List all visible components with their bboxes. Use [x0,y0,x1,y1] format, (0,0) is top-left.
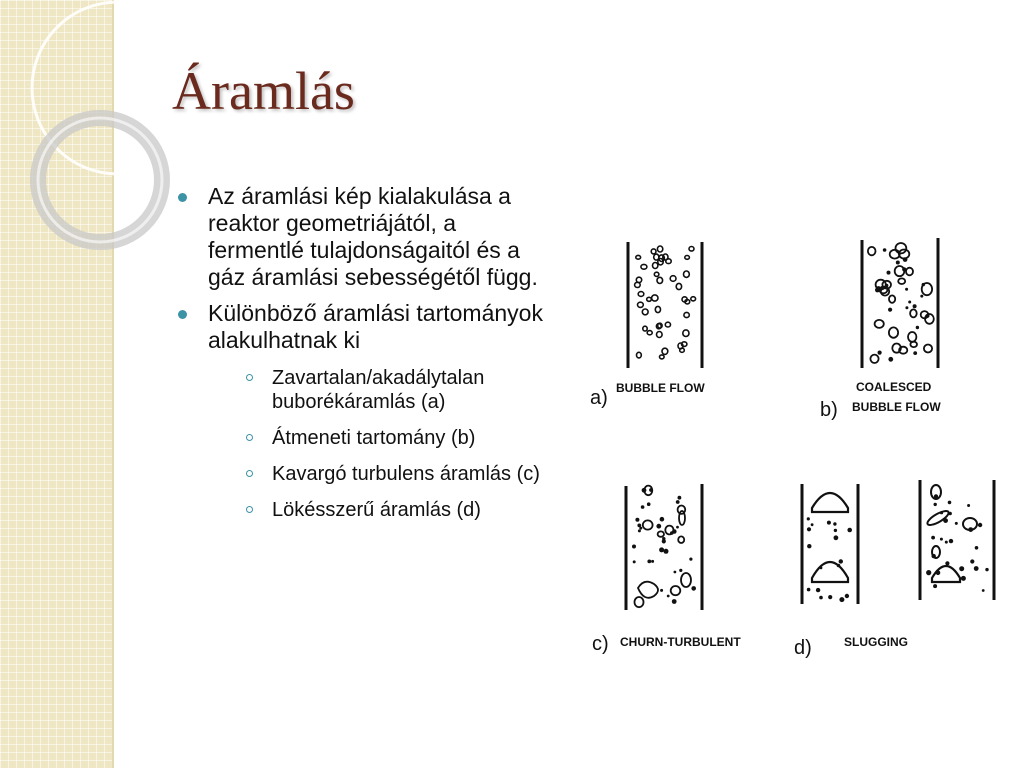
bubble [656,324,661,329]
bubble [985,568,988,571]
bubble [641,505,645,509]
slide-title: Áramlás [172,61,355,121]
bubble [653,263,658,269]
bubble [888,308,892,312]
bubble [978,523,982,527]
bubble [678,496,682,500]
bubble [910,309,917,317]
bubble [896,243,907,253]
bubble [934,494,938,498]
bubble [665,526,673,535]
bubble [652,295,658,301]
bubble [659,547,664,552]
bubble [816,588,820,592]
bubble [970,559,974,563]
panel-letter: d) [794,637,812,659]
bubble [889,295,895,302]
bubble [948,512,952,516]
bubbles [632,486,696,608]
bubble [637,352,642,358]
bubble [922,283,925,286]
bubble [888,357,893,362]
panel-letter: c) [592,633,609,655]
bubble [691,297,696,301]
bubble [657,246,662,252]
sub-bullet-text: Átmeneti tartomány (b) [272,427,476,449]
bubble [940,511,943,514]
flow-regime-figure [586,228,1006,668]
bubble [683,330,689,337]
bubble [905,306,908,309]
bubble [660,589,663,592]
bubble [812,562,848,582]
bubble [655,306,660,312]
bubble [638,582,658,598]
bubble [657,332,663,338]
bubble [974,566,979,571]
decorative-circles [0,0,200,300]
bubble [895,266,905,276]
bubble [647,560,651,564]
bubble [665,322,670,327]
bubble [689,247,694,252]
sub-bullet-item [208,498,556,522]
bubble [651,249,656,254]
bubble [647,502,651,506]
bubble [676,526,679,529]
bubble [839,559,843,563]
sub-bullet-text: Zavartalan/akadálytalan buborékáramlás (a) [272,367,485,413]
panel-letter: a) [590,387,608,409]
bubble [910,342,917,347]
bubble [647,297,652,301]
panel-slugging [794,480,994,659]
bubble [642,309,648,315]
bubble [658,531,664,536]
bubble [812,493,848,512]
bubble [667,595,670,598]
bubble [948,501,952,505]
bubble [845,594,849,598]
bubble [639,527,642,530]
bubble [926,570,931,575]
bubble [685,256,690,260]
bubble [933,584,937,588]
bubble [931,536,935,540]
bubble [672,599,677,604]
bubble [679,569,682,572]
bubble [949,539,953,543]
panel-caption: COALESCED [856,380,932,394]
bubble [847,528,852,533]
bubble [654,272,659,276]
bubble [662,348,668,354]
bubble [632,545,636,549]
bubble [955,522,958,525]
bubble [670,276,676,282]
bubble [656,524,661,529]
bubble [913,304,917,308]
sub-bullet-item [208,462,556,486]
bubble [678,536,684,543]
bubble [920,295,923,298]
bullet-text: Az áramlási kép kialakulása a reaktor geometriájától, a fermentlé tulajdonságaitól és a gáz áramlási sebességétől függ. [208,183,538,290]
panel-bubble-flow [590,242,705,409]
bubble [834,529,837,532]
bubble [905,288,908,291]
bubble [664,549,669,554]
bubble [660,355,665,359]
bubble [926,314,930,318]
bubble [839,597,844,602]
bubble [924,345,932,353]
bubble [906,268,913,276]
ring-bullet-icon [246,470,253,477]
bubble [827,521,831,525]
bubble [647,331,652,335]
bullet-list-container [176,183,556,534]
bubble [876,286,881,291]
bullet-dot-icon [178,193,187,202]
bullet-item [176,300,556,522]
bubble [945,541,948,544]
sub-bullet-item [208,426,556,450]
bubble [982,589,985,592]
bubbles [807,485,989,602]
bubble [875,320,884,328]
bubble [936,571,941,576]
bubble [684,312,689,317]
bubble [820,567,823,570]
bubble [643,326,647,331]
sub-bullet-text: Lökésszerű áramlás (d) [272,499,481,521]
bubble [684,271,690,277]
bubble [885,284,889,288]
bubble [811,523,814,526]
bubble [671,586,681,595]
bubble [926,509,951,528]
sub-bullet-list [208,366,556,522]
panel-caption: CHURN-TURBULENT [620,635,741,649]
bubble [638,292,644,297]
bubbles [635,246,696,359]
ring-bullet-icon [246,434,253,441]
bubble [913,351,917,355]
bubble [635,518,639,522]
bubble [676,500,680,504]
bubble [807,588,811,592]
bubble [878,351,882,355]
bubble [908,301,911,304]
bubble [883,248,887,252]
bubble [837,564,841,568]
bubble [896,261,900,265]
sub-bullet-item [208,366,556,414]
bubble [651,560,654,563]
bubble [807,527,811,531]
bubble [870,355,878,363]
bubble [834,535,839,540]
bubble [680,348,685,352]
bubble [975,546,979,550]
bubble [635,597,644,607]
bullet-item [176,183,556,291]
panel-churn-turbulent [592,484,741,655]
bullet-list [176,183,556,522]
bubble [943,518,948,523]
bubble [638,529,641,532]
bubble [903,257,908,262]
bubble [959,566,964,571]
bullet-text: Különböző áramlási tartományok alakulhatnak ki [208,300,543,353]
sub-bullet-text: Kavargó turbulens áramlás (c) [272,463,540,485]
bubble [676,283,681,289]
bubble [691,586,696,591]
bubble [807,517,810,520]
bubble [807,544,811,548]
bubble [908,332,916,342]
bubble [641,264,647,269]
bubble [662,539,666,543]
panel-caption: SLUGGING [844,635,909,649]
bullet-dot-icon [178,310,187,319]
bubble [945,561,949,565]
bubble [681,573,691,587]
ring-bullet-icon [246,374,253,381]
panel-coalesced-bubble-flow [820,238,941,421]
bubble [638,302,644,307]
bubble [674,571,677,574]
bubble [898,278,905,284]
panel-caption: BUBBLE FLOW [616,381,705,395]
bubble [633,560,636,563]
bubble [819,596,823,600]
bubble [657,277,663,283]
panel-caption: BUBBLE FLOW [852,400,941,414]
bubble [833,522,836,525]
ring-bullet-icon [246,506,253,513]
bubble [940,538,943,541]
bubble [961,576,966,581]
bubble [682,297,687,302]
bubble [643,520,653,529]
bubble [934,503,937,506]
bubble [868,247,876,255]
bubble [689,558,692,561]
bubble [968,527,973,532]
bubble [902,267,906,271]
bubble [889,327,898,337]
bubble [828,595,832,599]
bubble [660,517,665,522]
bubble [932,554,936,558]
panel-letter: b) [820,399,838,421]
bubble [916,326,919,329]
bubble [967,504,970,507]
bubble [887,271,891,275]
bubbles [868,243,934,363]
bubble [636,255,641,259]
